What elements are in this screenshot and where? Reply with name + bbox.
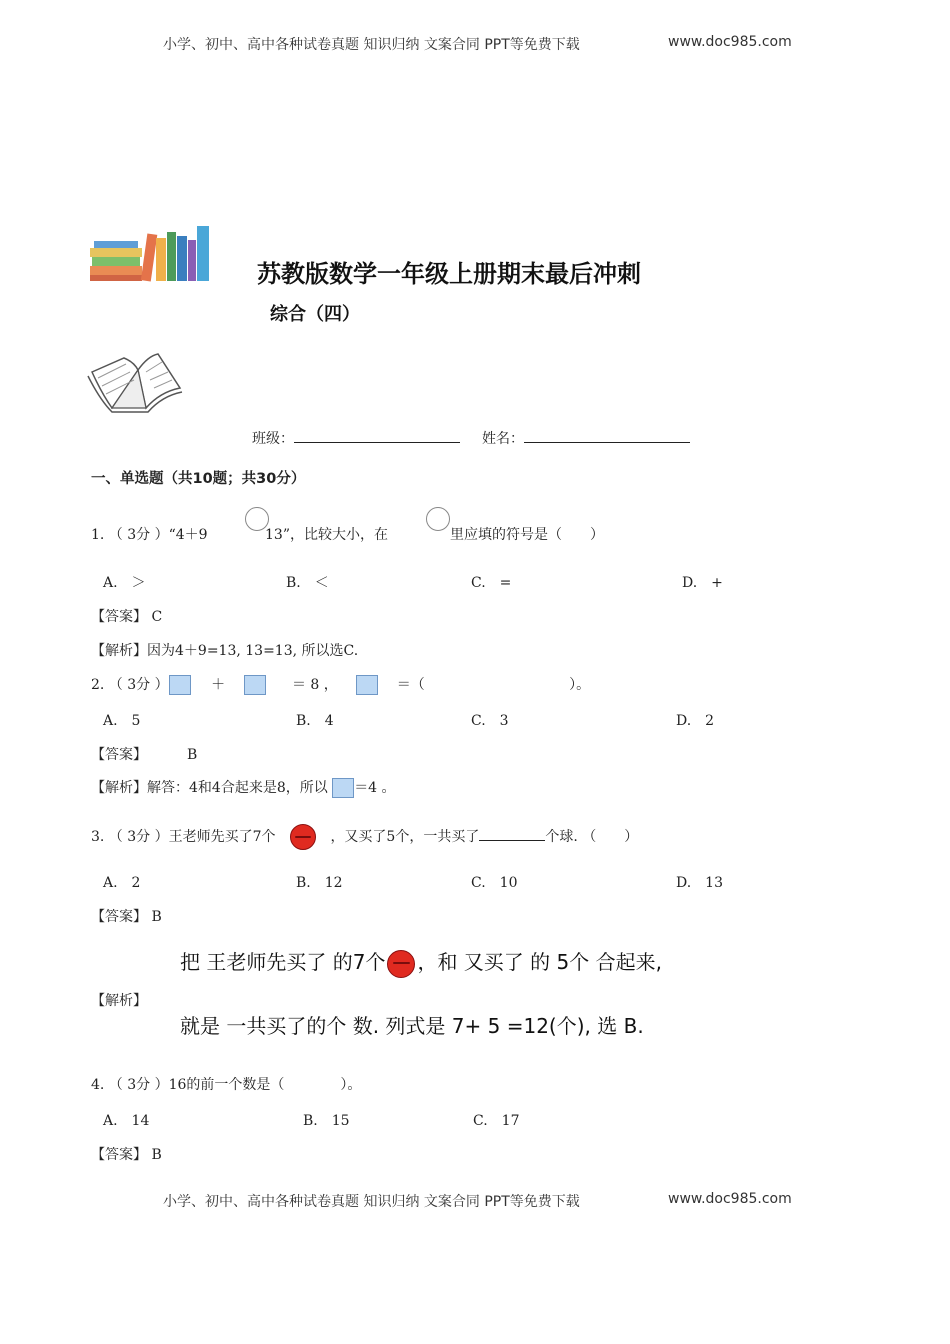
q4-answer-value: B <box>151 1147 162 1163</box>
q1-explanation <box>91 640 358 660</box>
blue-square-icon <box>332 778 354 798</box>
q2-exp-label: 【解析】 <box>91 780 147 796</box>
page-title: 苏教版数学一年级上册期末最后冲刺 <box>257 260 641 288</box>
bookshelf-image <box>88 222 212 284</box>
q4-option-a: A. 14 <box>103 1113 150 1129</box>
q1-answer-label: 【答案】 <box>91 609 147 625</box>
q2-exp-text: 解答：4和4合起来是8，所以 <box>147 780 328 796</box>
footer-text: 小学、初中、高中各种试卷真题 知识归纳 文案合同 PPT等免费下载 <box>163 1194 580 1210</box>
q1-answer-value: C <box>151 609 163 625</box>
q1-option-b: B. ＜ <box>286 575 329 591</box>
q3-option-b: B. 12 <box>296 875 343 891</box>
q2-answer-value: B <box>187 747 198 763</box>
q2-eq: ＝（ <box>396 677 425 693</box>
name-label: 姓名： <box>482 431 524 447</box>
q3-exp-label: 【解析】 <box>91 993 147 1009</box>
name-field <box>482 428 690 448</box>
q3-option-a: A. 2 <box>103 875 141 891</box>
red-ball-icon <box>387 950 415 978</box>
q2-close: ）。 <box>569 677 591 693</box>
q3-text-c: 个球. （ ） <box>545 829 639 845</box>
q3-answer <box>91 906 162 926</box>
q1-text-a: 1. （ 3分 ）“4＋9 <box>91 527 208 543</box>
section-heading: 一、单选题（共10题；共30分） <box>91 471 306 487</box>
q3-text-a: 3. （ 3分 ）王老师先买了7个 <box>91 829 276 845</box>
q2-answer-label: 【答案】 <box>91 747 147 763</box>
q4-answer <box>91 1144 162 1164</box>
footer-site: www.doc985.com <box>668 1191 792 1207</box>
q4-option-b: B. 15 <box>303 1113 350 1129</box>
q3-explanation-line2: 就是 一共买了的个 数. 列式是 7+ 5 =12(个), 选 B. <box>180 1014 644 1038</box>
q2-prefix: 2. （ 3分 ） <box>91 677 169 693</box>
q2-plus: ＋ <box>211 677 226 693</box>
red-ball-icon <box>290 824 316 850</box>
q3-answer-value: B <box>151 909 162 925</box>
q1-text-b: 13”，比较大小，在 <box>265 527 388 543</box>
header-site: www.doc985.com <box>668 34 792 50</box>
class-label: 班级： <box>252 431 294 447</box>
q2-option-a: A. 5 <box>103 713 141 729</box>
blue-square-icon <box>169 675 191 695</box>
q2-exp-text-b: ＝4 。 <box>354 780 396 796</box>
q4-text: 4. （ 3分 ）16的前一个数是（ ）。 <box>91 1077 362 1093</box>
q1-option-a: A. ＞ <box>103 575 146 591</box>
q2-eq8: ＝ 8 ， <box>291 677 338 693</box>
page-subtitle: 综合（四） <box>270 304 360 325</box>
q4-answer-label: 【答案】 <box>91 1147 147 1163</box>
q3-line <box>91 824 638 850</box>
q3-text-b: ，又买了5个，一共买了 <box>330 829 480 845</box>
name-blank <box>524 428 690 443</box>
q3-answer-label: 【答案】 <box>91 909 147 925</box>
q2-option-d: D. 2 <box>676 713 715 729</box>
blue-square-icon <box>244 675 266 695</box>
open-book-icon <box>84 348 184 418</box>
q2-option-c: C. 3 <box>471 713 509 729</box>
q1-option-c: C. = <box>471 575 512 591</box>
q3-hand-line1-a: 把 王老师先买了 的7个 <box>180 950 386 974</box>
blue-square-icon <box>356 675 378 695</box>
q2-option-b: B. 4 <box>296 713 334 729</box>
q4-option-c: C. 17 <box>473 1113 520 1129</box>
header-text: 小学、初中、高中各种试卷真题 知识归纳 文案合同 PPT等免费下载 <box>163 37 580 53</box>
q1-option-d: D. + <box>682 575 723 591</box>
q2-line <box>91 674 590 695</box>
q1-exp-text: 因为4＋9=13, 13=13, 所以选C. <box>147 643 359 659</box>
class-field <box>252 428 460 448</box>
q3-hand-line1-b: ，和 又买了 的 5个 合起来, <box>417 950 662 974</box>
class-blank <box>294 428 460 443</box>
q3-option-c: C. 10 <box>471 875 518 891</box>
q1-text-c: 里应填的符号是（ ） <box>450 527 604 543</box>
q3-explanation-line1 <box>180 946 662 978</box>
q2-explanation <box>91 777 396 798</box>
q1-answer <box>91 606 162 626</box>
q2-answer <box>91 744 197 764</box>
q3-blank <box>479 827 545 841</box>
answer-circle-icon <box>426 507 450 531</box>
q3-option-d: D. 13 <box>676 875 723 891</box>
q1-exp-label: 【解析】 <box>91 643 147 659</box>
